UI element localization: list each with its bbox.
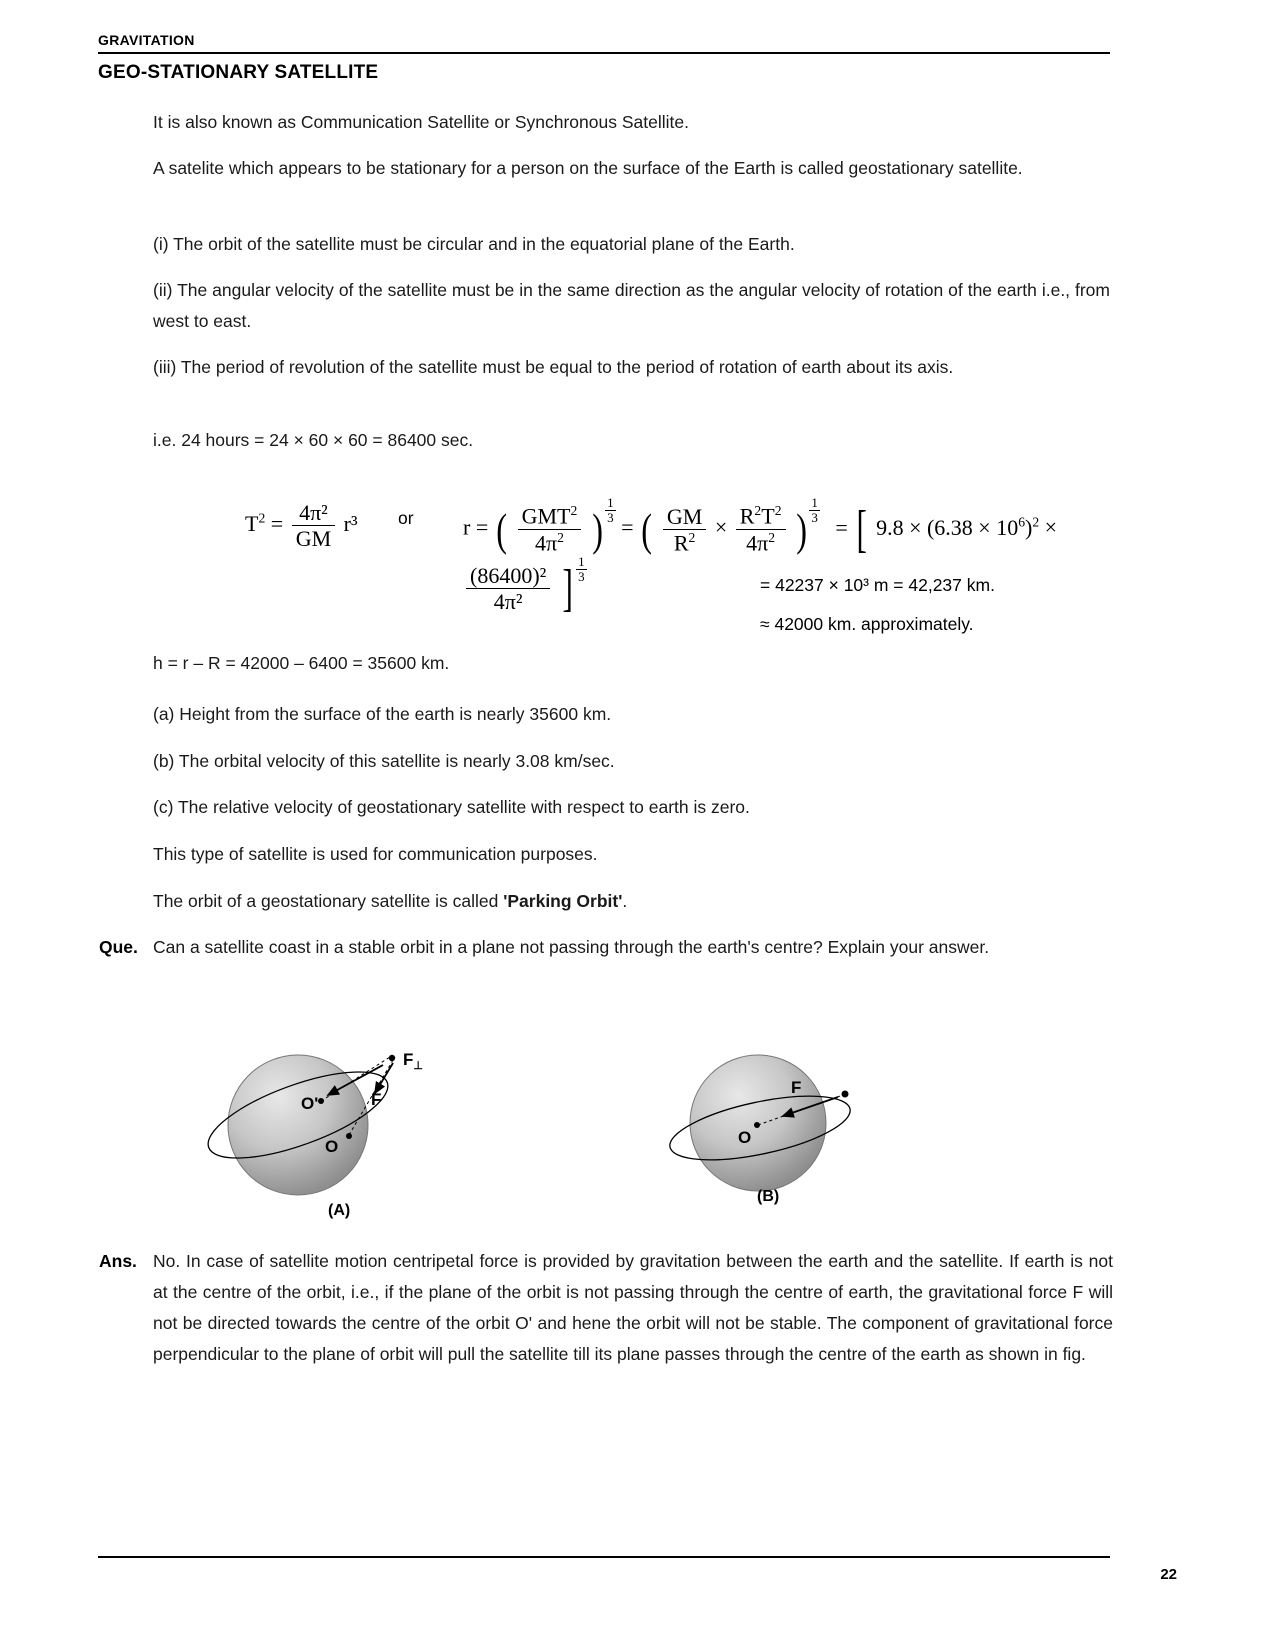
question-label: Que. (99, 937, 138, 957)
exponent-one-third-2 (809, 496, 820, 526)
fraction-den-exp: 2 (768, 530, 776, 545)
answer-text: No. In case of satellite motion centripetal force is provided by gravitation between the earth and the satellite. If earth is not at the centre of the orbit, i.e., if the plane of the orbit is not passing through the centre of earth, the gravitational force F will not be directed towards the centre of the orbit O' and hene the orbit will not be stable. The component of gravitational force perpendicular to the plane of orbit will pull the satellite till its plane passes through the centre of the earth as shown in fig. (153, 1251, 1113, 1364)
fraction-denominator-text: 4π (534, 530, 558, 556)
fraction-num-T-exp: 2 (774, 503, 782, 519)
fraction-R2T2-4pi2 (736, 503, 786, 555)
center-o-prime-dot-a (318, 1098, 324, 1104)
satellite-dot-a (389, 1055, 395, 1061)
answer-label: Ans. (99, 1251, 137, 1271)
header-divider (98, 52, 1110, 54)
exponent-numerator: 1 (578, 554, 585, 569)
question-text: Can a satellite coast in a stable orbit in a plane not passing through the earth's centre? Explain your answer. (153, 937, 990, 957)
eq-r-label: r (463, 514, 471, 540)
paragraph-condition-i: (i) The orbit of the satellite must be circular and in the equatorial plane of the Earth. (153, 234, 795, 254)
exponent-one-third-3 (576, 555, 587, 585)
eq-bracket-close-paren: ) (1025, 514, 1033, 540)
figure-b (665, 1055, 856, 1205)
fraction-GMT2-4pi2 (518, 503, 582, 555)
running-head: GRAVITATION (98, 32, 195, 48)
label-f-perp-a: $F_\perp$ (403, 1050, 423, 1072)
eq-equals-2: = (475, 514, 489, 540)
eq-bracket-exp6: 6 (1018, 514, 1026, 530)
equation-result-line-2: ≈ 42000 km. approximately. (760, 614, 974, 634)
fraction-numerator-exp: 2 (570, 503, 578, 519)
exponent-denominator: 3 (607, 510, 614, 526)
bracket-close: ] (562, 560, 573, 617)
caption-b: (B) (757, 1188, 780, 1205)
eq-or-label: or (398, 508, 414, 528)
fraction-numerator: 4π² (292, 500, 335, 526)
label-f-b: F (791, 1078, 802, 1097)
eq-equals-3: = (621, 514, 634, 540)
eq-lhs-T-exponent: 2 (258, 510, 266, 526)
fraction-denominator-exp: 2 (688, 529, 696, 545)
earth-sphere-a (228, 1055, 368, 1195)
fraction-numerator-text: GMT (521, 503, 571, 529)
eq-bracket-exp2: 2 (1032, 514, 1040, 530)
paragraph-point-a: (a) Height from the surface of the earth is nearly 35600 km. (153, 704, 612, 724)
fraction-num-T: T (761, 503, 775, 529)
fraction-numerator: GM (663, 504, 706, 530)
fraction-num-R: R (739, 503, 755, 529)
equation-result-line-1: = 42237 × 10³ m = 42,237 km. (760, 575, 995, 595)
caption-a: (A) (328, 1202, 351, 1219)
exponent-denominator: 3 (811, 510, 818, 526)
fraction-86400sq-4pi2 (466, 563, 550, 615)
parking-orbit-lead: The orbit of a geostationary satellite is called (153, 891, 504, 911)
paragraph-point-c: (c) The relative velocity of geostationary satellite with respect to earth is zero. (153, 797, 750, 817)
satellite-dot-b (842, 1091, 849, 1098)
parking-orbit-end: . (622, 891, 628, 911)
paren-close-1: ) (592, 504, 603, 555)
exponent-numerator: 1 (811, 495, 818, 510)
eq-equals-4: = (835, 514, 848, 540)
paragraph-parking-orbit (153, 886, 1110, 917)
paragraph-seconds: i.e. 24 hours = 24 × 60 × 60 = 86400 sec. (153, 430, 474, 450)
eq-bracket-lead: 9.8 × (6.38 × 10 (876, 514, 1019, 540)
label-f-a: F (371, 1090, 382, 1109)
figure-a (198, 1050, 423, 1219)
eq-times-1: × (714, 514, 728, 540)
eq-lhs-T: T (245, 510, 259, 536)
paragraph-condition-ii: (ii) The angular velocity of the satellite must be in the same direction as the angular velocity of rotation of the earth i.e., from west to east. (153, 280, 1110, 331)
bracket-open: [ (856, 501, 868, 558)
eq-bracket-term (876, 515, 1039, 540)
eq-times-2: × (1044, 514, 1058, 540)
fraction-numerator (736, 503, 786, 530)
fraction-denominator (518, 530, 582, 556)
paren-close-2: ) (796, 504, 808, 555)
paragraph-definition: A satelite which appears to be stationary for a person on the surface of the Earth is called geostationary satellite. (153, 158, 1023, 178)
paragraph-usage: This type of satellite is used for communication purposes. (153, 844, 598, 864)
exponent-numerator: 1 (607, 495, 614, 510)
eq-r-cubed: r³ (343, 510, 358, 536)
label-o-b: O (738, 1128, 752, 1147)
fraction-GM-R2 (663, 504, 706, 556)
paragraph-intro: It is also known as Communication Satellite or Synchronous Satellite. (153, 112, 689, 132)
exponent-denominator: 3 (578, 569, 585, 585)
fraction-denominator: GM (295, 526, 332, 552)
fraction-numerator: (86400)² (466, 563, 550, 589)
label-o-prime-a: O' (301, 1094, 319, 1113)
center-o-dot-a (346, 1133, 352, 1139)
page-number: 22 (1160, 1566, 1177, 1583)
fraction-4pi2-GM (292, 500, 335, 552)
exponent-one-third-1 (605, 496, 616, 526)
figure-group (153, 1015, 1110, 1235)
fraction-denominator: 4π² (493, 589, 523, 614)
paragraph-condition-iii: (iii) The period of revolution of the satellite must be equal to the period of rotation of earth about its axis. (153, 357, 954, 377)
fraction-denominator-exp: 2 (557, 530, 564, 545)
section-title: GEO-STATIONARY SATELLITE (98, 62, 379, 83)
label-o-a: O (325, 1137, 339, 1156)
fraction-den-text: 4π (746, 530, 769, 556)
paragraph-height-calc: h = r – R = 42000 – 6400 = 35600 km. (153, 653, 450, 673)
eq-equals-1: = (270, 510, 284, 536)
fraction-numerator (518, 503, 582, 530)
paren-open-1: ( (496, 504, 507, 555)
footer-divider (98, 1556, 1110, 1558)
fraction-num-R-exp: 2 (754, 503, 762, 519)
fraction-denominator (736, 530, 786, 556)
paragraph-point-b: (b) The orbital velocity of this satellite is nearly 3.08 km/sec. (153, 751, 615, 771)
center-o-dot-b (754, 1122, 760, 1128)
fraction-denominator (663, 530, 706, 556)
parking-orbit-term: 'Parking Orbit' (503, 891, 623, 911)
paren-open-2: ( (641, 504, 653, 555)
fraction-denominator-text: R (673, 530, 689, 556)
satellite-orbit-figures-svg (153, 1015, 1110, 1235)
